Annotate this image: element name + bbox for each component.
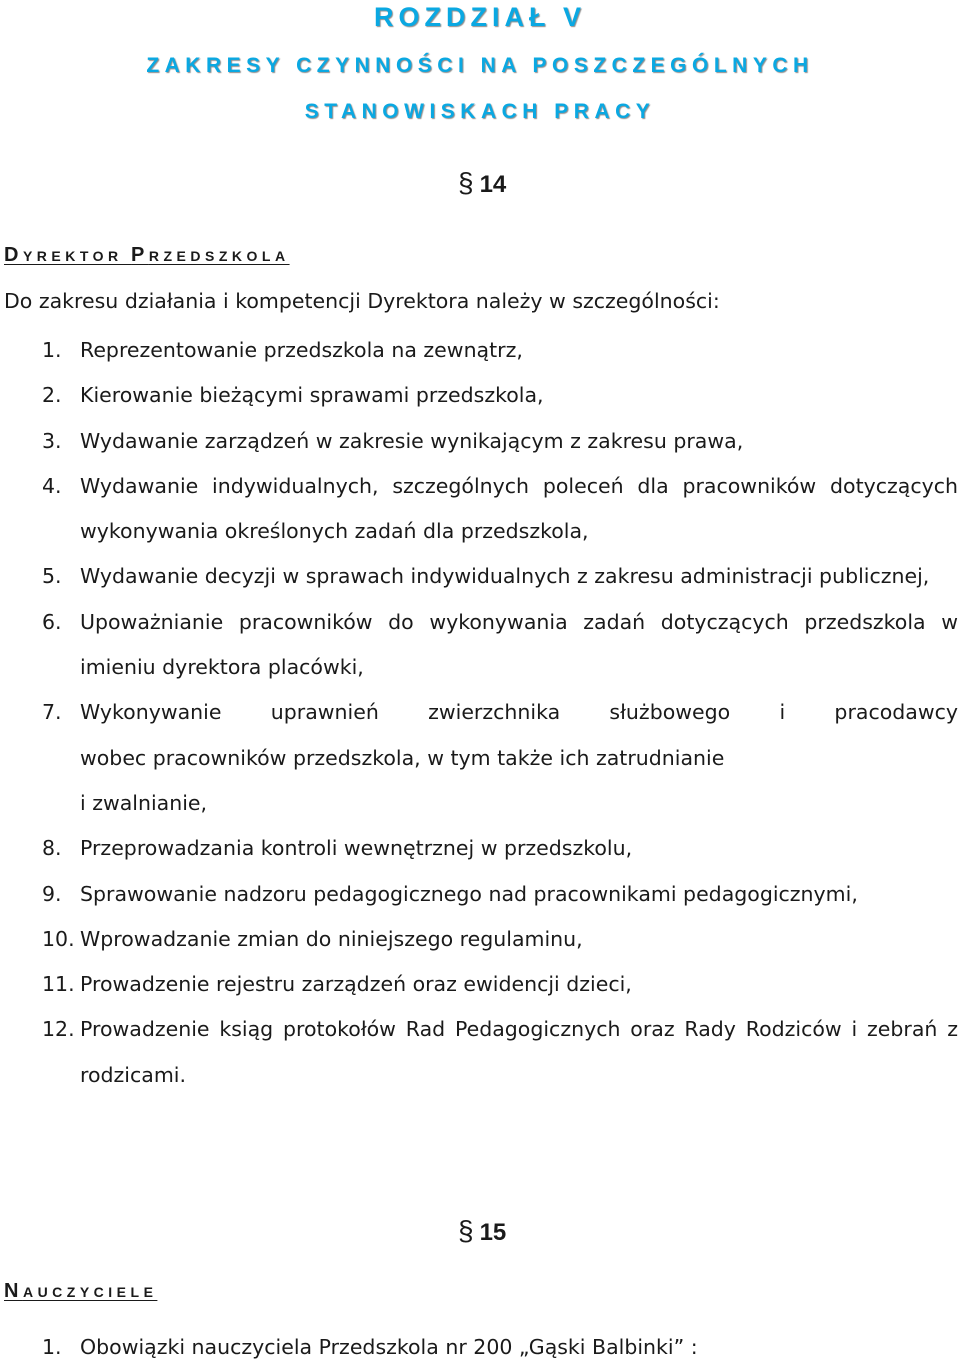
item-text: Prowadzenie rejestru zarządzeń oraz ewidencji dzieci,: [80, 972, 632, 997]
list-item: [0, 464, 960, 555]
item-number: 1.: [42, 1335, 62, 1359]
item-text: Upoważnianie pracowników do wykonywania zadań dotyczących przedszkola w imieniu dyrektora placówki,: [80, 609, 958, 680]
list-item: [0, 872, 960, 917]
item-number: 4.: [42, 473, 62, 498]
chapter-subtitle-line1: ZAKRESY CZYNNOŚCI NA POSZCZEGÓLNYCH: [146, 54, 814, 77]
item-text: Przeprowadzania kontroli wewnętrznej w przedszkolu,: [80, 836, 633, 861]
list-item: [0, 690, 960, 826]
item-text: Wydawanie decyzji w sprawach indywidualnych z zakresu administracji publicznej,: [80, 564, 930, 589]
chapter-title: ROZDZIAŁ V: [374, 2, 586, 32]
list-item: [0, 917, 960, 962]
heading-rest: AUCZYCIELE: [22, 1284, 158, 1300]
heading-rest: YREKTOR: [22, 248, 132, 264]
heading-rest: RZEDSZKOLA: [148, 248, 290, 264]
list-item: [0, 962, 960, 1007]
item-text: Obowiązki nauczyciela Przedszkola nr 200 „Gąski Balbinki” :: [80, 1335, 698, 1359]
section-sign-icon: §: [458, 1215, 474, 1246]
heading-initial: P: [131, 244, 149, 266]
item-number: 6.: [42, 609, 62, 634]
paragraph-number: 14: [479, 171, 507, 198]
chapter-subtitle-line2: STANOWISKACH PRACY: [304, 100, 656, 123]
item-number: 9.: [42, 881, 62, 906]
item-number: 8.: [42, 836, 62, 861]
item-number: 1.: [42, 338, 62, 362]
director-heading: [4, 242, 290, 269]
director-duties-list: [0, 328, 960, 1098]
item-text: Wprowadzanie zmian do niniejszego regulaminu,: [80, 926, 583, 951]
teachers-heading: [4, 1278, 157, 1305]
list-item: [0, 554, 960, 599]
item-number: 10.: [42, 926, 75, 951]
paragraph-15-mark: [458, 1216, 506, 1248]
list-item: [0, 419, 960, 464]
item-text: Prowadzenie ksiąg protokołów Rad Pedagogicznych oraz Rady Rodziców i zebrań z rodzicami.: [80, 1017, 958, 1087]
list-item: [0, 600, 960, 691]
item-text: wobec pracowników przedszkola, w tym także ich zatrudnianie: [80, 745, 725, 770]
list-item: [0, 328, 960, 373]
item-text: i zwalnianie,: [80, 790, 208, 815]
teacher-duties-list: [0, 1325, 960, 1370]
section-sign-icon: §: [458, 167, 474, 198]
list-item: [0, 1007, 960, 1098]
director-intro: Do zakresu działania i kompetencji Dyrektora należy w szczególności:: [4, 289, 720, 313]
list-item: [0, 826, 960, 871]
item-number: 3.: [42, 428, 62, 453]
item-number: 2.: [42, 383, 62, 408]
item-text: Wydawanie indywidualnych, szczególnych poleceń dla pracowników dotyczących wykonywania określonych zadań dla przedszkola,: [80, 473, 958, 544]
heading-initial: D: [4, 244, 23, 266]
item-text: Wykonywanie uprawnień zwierzchnika służbowego i pracodawcy: [80, 700, 958, 725]
paragraph-14-mark: [458, 168, 506, 200]
item-number: 7.: [42, 700, 62, 725]
item-text: Wydawanie zarządzeń w zakresie wynikającym z zakresu prawa,: [80, 428, 744, 453]
list-item: [0, 373, 960, 418]
paragraph-number: 15: [479, 1219, 507, 1246]
item-number: 12.: [42, 1017, 75, 1042]
item-text: Kierowanie bieżącymi sprawami przedszkola,: [80, 383, 544, 408]
list-item: [0, 1325, 960, 1370]
heading-initial: N: [4, 1280, 23, 1302]
item-number: 11.: [42, 972, 75, 997]
item-text: Reprezentowanie przedszkola na zewnątrz,: [80, 338, 523, 362]
item-text: Sprawowanie nadzoru pedagogicznego nad pracownikami pedagogicznymi,: [80, 881, 858, 906]
item-number: 5.: [42, 564, 62, 589]
